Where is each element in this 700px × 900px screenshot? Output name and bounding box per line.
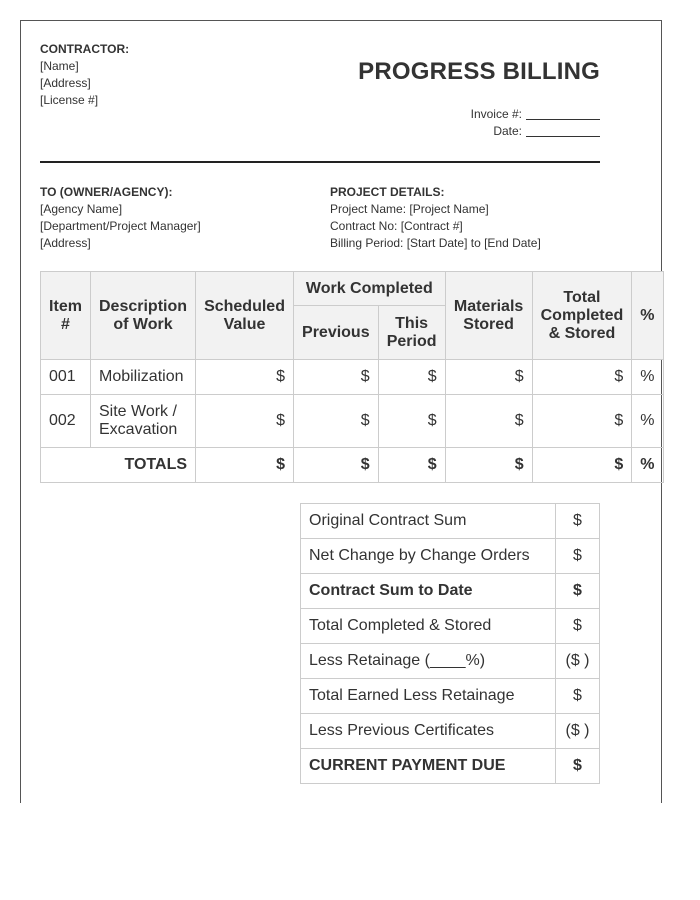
header-scheduled-value: Scheduled Value [196, 272, 294, 360]
row-this-period[interactable]: $ [378, 360, 445, 395]
billing-table [40, 271, 664, 483]
summary-label-net-change: Net Change by Change Orders [301, 539, 556, 574]
header-total-completed: Total Completed & Stored [532, 272, 632, 360]
summary-row [301, 679, 600, 714]
summary-amount-total-earned[interactable]: $ [556, 679, 600, 714]
project-name: Project Name: [Project Name] [330, 202, 489, 216]
summary-label-total-completed: Total Completed & Stored [301, 609, 556, 644]
date-row [400, 123, 600, 140]
project-label: PROJECT DETAILS: [330, 185, 445, 199]
row-percent[interactable]: % [632, 360, 663, 395]
row-materials-stored[interactable]: $ [445, 395, 532, 448]
invoice-number-label: Invoice #: [470, 107, 522, 121]
totals-percent[interactable]: % [632, 448, 663, 483]
summary-label-original-contract-sum: Original Contract Sum [301, 504, 556, 539]
table-row [41, 395, 664, 448]
document-title: PROGRESS BILLING [358, 58, 600, 85]
summary-label-contract-sum-to-date: Contract Sum to Date [301, 574, 556, 609]
date-label: Date: [493, 124, 522, 138]
summary-row [301, 749, 600, 784]
summary-amount-less-retainage[interactable]: ($ ) [556, 644, 600, 679]
owner-department: [Department/Project Manager] [40, 219, 201, 233]
summary-row [301, 609, 600, 644]
invoice-number-row [400, 106, 600, 123]
header-materials-stored: Materials Stored [445, 272, 532, 360]
totals-previous[interactable]: $ [294, 448, 379, 483]
row-previous[interactable]: $ [294, 360, 379, 395]
contractor-label: CONTRACTOR: [40, 42, 130, 56]
header-this-period: This Period [378, 306, 445, 360]
owner-block [40, 184, 201, 252]
header-previous: Previous [294, 306, 379, 360]
contractor-address: [Address] [40, 76, 91, 90]
totals-materials-stored[interactable]: $ [445, 448, 532, 483]
totals-total-completed[interactable]: $ [532, 448, 632, 483]
owner-agency: [Agency Name] [40, 202, 123, 216]
contractor-license: [License #] [40, 93, 99, 107]
summary-label-less-previous-certificates: Less Previous Certificates [301, 714, 556, 749]
invoice-number-field[interactable] [526, 107, 600, 120]
owner-address: [Address] [40, 236, 91, 250]
row-previous[interactable]: $ [294, 395, 379, 448]
totals-scheduled-value[interactable]: $ [196, 448, 294, 483]
row-description[interactable]: Site Work / Excavation [91, 395, 196, 448]
invoice-meta [400, 106, 600, 140]
summary-amount-contract-sum-to-date[interactable]: $ [556, 574, 600, 609]
summary-label-total-earned: Total Earned Less Retainage [301, 679, 556, 714]
row-description[interactable]: Mobilization [91, 360, 196, 395]
row-item[interactable]: 002 [41, 395, 91, 448]
summary-label-less-retainage: Less Retainage (____%) [301, 644, 556, 679]
contract-number: Contract No: [Contract #] [330, 219, 463, 233]
totals-label: TOTALS [41, 448, 196, 483]
totals-row [41, 448, 664, 483]
summary-amount-current-payment-due[interactable]: $ [556, 749, 600, 784]
totals-this-period[interactable]: $ [378, 448, 445, 483]
summary-amount-less-previous-certificates[interactable]: ($ ) [556, 714, 600, 749]
summary-row [301, 574, 600, 609]
header-item: Item # [41, 272, 91, 360]
header-work-completed: Work Completed [294, 272, 446, 306]
summary-row [301, 644, 600, 679]
row-total-completed[interactable]: $ [532, 395, 632, 448]
date-field[interactable] [526, 124, 600, 137]
row-total-completed[interactable]: $ [532, 360, 632, 395]
row-materials-stored[interactable]: $ [445, 360, 532, 395]
summary-label-current-payment-due: CURRENT PAYMENT DUE [301, 749, 556, 784]
header-divider [40, 161, 600, 163]
table-row [41, 360, 664, 395]
payment-summary-table [300, 503, 600, 784]
row-item[interactable]: 001 [41, 360, 91, 395]
summary-amount-net-change[interactable]: $ [556, 539, 600, 574]
row-percent[interactable]: % [632, 395, 663, 448]
row-this-period[interactable]: $ [378, 395, 445, 448]
summary-row [301, 504, 600, 539]
contractor-name: [Name] [40, 59, 79, 73]
summary-row [301, 714, 600, 749]
summary-row [301, 539, 600, 574]
header-description: Description of Work [91, 272, 196, 360]
owner-label: TO (OWNER/AGENCY): [40, 185, 173, 199]
summary-amount-original-contract-sum[interactable]: $ [556, 504, 600, 539]
summary-amount-total-completed[interactable]: $ [556, 609, 600, 644]
billing-period: Billing Period: [Start Date] to [End Date] [330, 236, 541, 250]
contractor-block [40, 41, 129, 109]
project-block [330, 184, 541, 252]
header-percent: % [632, 272, 663, 360]
row-scheduled-value[interactable]: $ [196, 395, 294, 448]
row-scheduled-value[interactable]: $ [196, 360, 294, 395]
